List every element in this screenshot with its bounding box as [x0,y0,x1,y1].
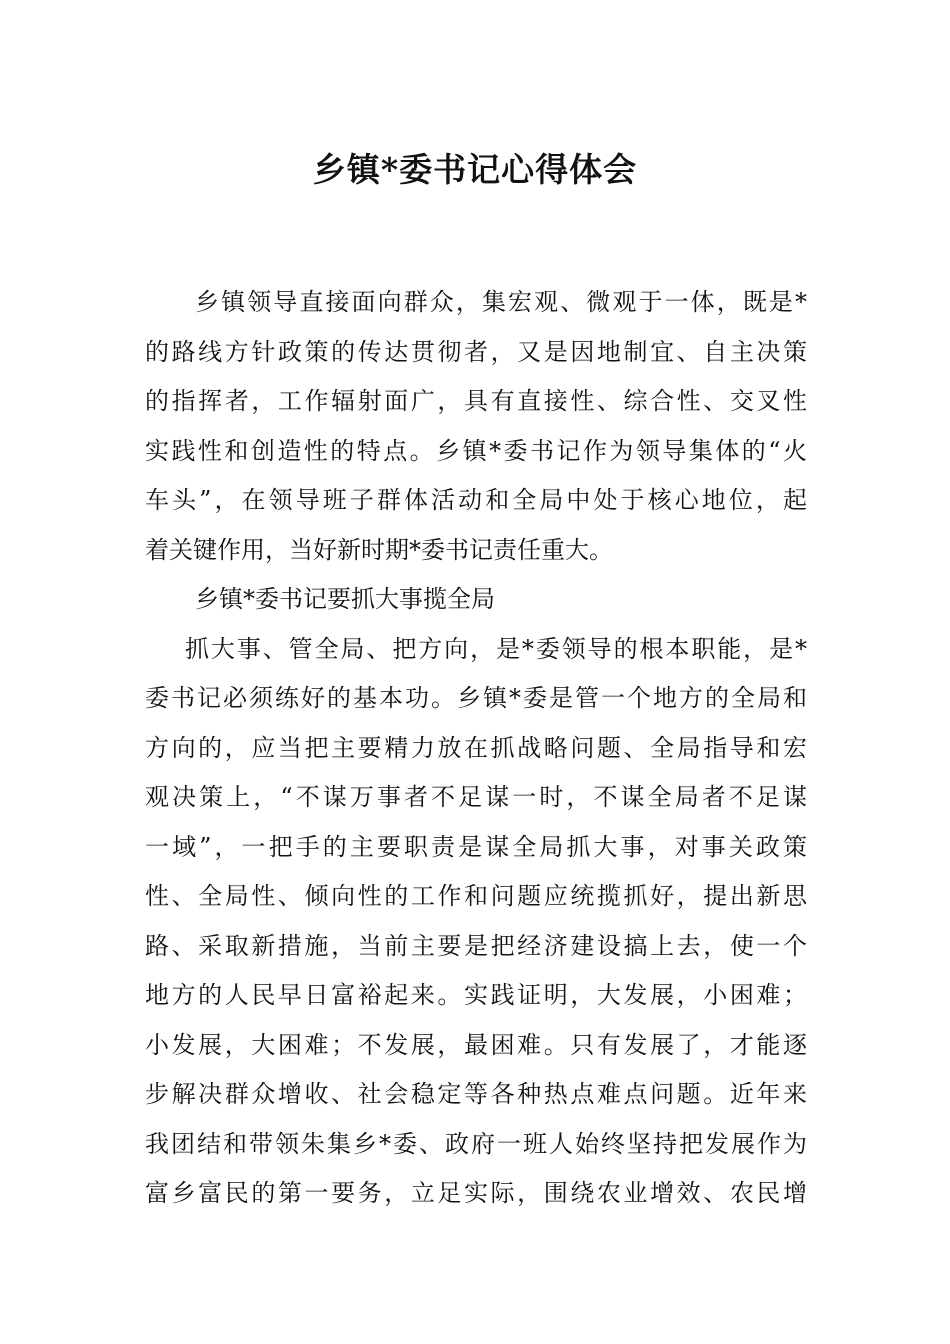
text-line: 方向的，应当把主要精力放在抓战略问题、全局指导和宏 [145,733,807,762]
text-line: 观决策上，“不谋万事者不足谋一时，不谋全局者不足谋 [145,783,807,811]
text-line: 性、全局性、倾向性的工作和问题应统揽抓好，提出新思 [145,882,807,910]
text-line: 抓大事、管全局、把方向，是*委领导的根本职能，是* [185,634,807,663]
text-line: 实践性和创造性的特点。乡镇*委书记作为领导集体的“火 [145,436,807,465]
text-line: 地方的人民早日富裕起来。实践证明，大发展，小困难； [145,981,807,1009]
text-line: 的路线方针政策的传达贯彻者，又是因地制宜、自主决策 [145,337,807,366]
text-line: 一域”，一把手的主要职责是谋全局抓大事，对事关政策 [145,832,807,861]
text-line: 富乡富民的第一要务，立足实际，围绕农业增效、农民增 [145,1179,807,1207]
document-title: 乡镇*委书记心得体会 [312,150,638,189]
paragraph-1 [145,278,807,575]
text-line: 车头”，在领导班子群体活动和全局中处于核心地位，起 [145,486,807,514]
text-line: 委书记必须练好的基本功。乡镇*委是管一个地方的全局和 [145,684,807,712]
paragraph-2 [145,625,807,1219]
document-body [145,278,807,1219]
text-line: 乡镇领导直接面向群众，集宏观、微观于一体，既是* [195,288,807,316]
text-line: 路、采取新措施，当前主要是把经济建设搞上去，使一个 [145,931,807,960]
section-heading: 乡镇*委书记要抓大事揽全局 [195,585,495,613]
text-line: 小发展，大困难；不发展，最困难。只有发展了，才能逐 [145,1030,807,1059]
text-line: 着关键作用，当好新时期*委书记责任重大。 [145,535,613,564]
text-line: 的指挥者，工作辐射面广，具有直接性、综合性、交叉性 [145,387,807,415]
text-line: 步解决群众增收、社会稳定等各种热点难点问题。近年来 [145,1080,807,1108]
text-line: 我团结和带领朱集乡*委、政府一班人始终坚持把发展作为 [145,1129,807,1158]
